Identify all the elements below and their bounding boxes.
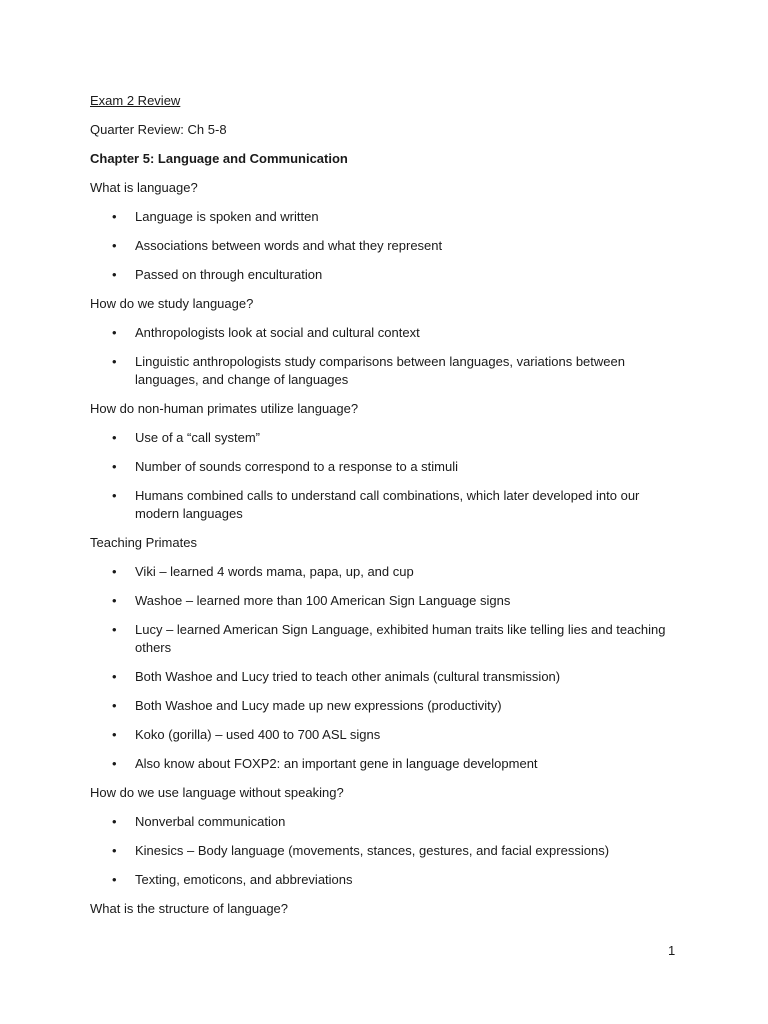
list-item — [90, 237, 687, 255]
section-question: How do we use language without speaking? — [90, 785, 344, 800]
list-item-text: Texting, emoticons, and abbreviations — [135, 872, 353, 887]
section-question: What is language? — [90, 180, 198, 195]
page-number: 1 — [668, 943, 676, 958]
list-item — [90, 755, 687, 773]
section-question: What is the structure of language? — [90, 901, 289, 916]
document-body — [90, 92, 690, 929]
list-item-text: Lucy – learned American Sign Language, exhibited human traits like telling lies and teaching others — [135, 622, 666, 655]
list-item — [90, 563, 687, 581]
list-item-text: Kinesics – Body language (movements, stances, gestures, and facial expressions) — [135, 843, 610, 858]
list-item — [90, 353, 687, 389]
list-item-text: Washoe – learned more than 100 American Sign Language signs — [135, 593, 511, 608]
bullet-icon: • — [112, 564, 117, 579]
bullet-list — [90, 208, 690, 284]
list-item — [90, 458, 687, 476]
list-item-text: Language is spoken and written — [135, 209, 319, 224]
list-item — [90, 429, 687, 447]
bullet-icon: • — [112, 459, 117, 474]
list-item-text: Viki – learned 4 words mama, papa, up, and cup — [135, 564, 414, 579]
list-item-text: Nonverbal communication — [135, 814, 286, 829]
list-item — [90, 871, 687, 889]
bullet-icon: • — [112, 430, 117, 445]
bullet-icon: • — [112, 814, 117, 829]
list-item-text: Number of sounds correspond to a response to a stimuli — [135, 459, 459, 474]
bullet-icon: • — [112, 238, 117, 253]
section-question: How do non-human primates utilize language? — [90, 401, 359, 416]
list-item-text: Use of a “call system” — [135, 430, 260, 445]
list-item-text: Anthropologists look at social and cultural context — [135, 325, 420, 340]
list-item-text: Both Washoe and Lucy tried to teach other animals (cultural transmission) — [135, 669, 561, 684]
bullet-icon: • — [112, 209, 117, 224]
list-item — [90, 208, 687, 226]
list-item-text: Koko (gorilla) – used 400 to 700 ASL signs — [135, 727, 381, 742]
list-item-text: Humans combined calls to understand call combinations, which later developed into our modern languages — [135, 488, 640, 521]
list-item — [90, 324, 687, 342]
document-title: Exam 2 Review — [90, 93, 181, 108]
list-item — [90, 592, 687, 610]
list-item-text: Associations between words and what they represent — [135, 238, 443, 253]
bullet-icon: • — [112, 267, 117, 282]
bullet-icon: • — [112, 622, 117, 637]
list-item — [90, 726, 687, 744]
section-question: Teaching Primates — [90, 535, 197, 550]
bullet-icon: • — [112, 325, 117, 340]
list-item-text: Both Washoe and Lucy made up new expressions (productivity) — [135, 698, 502, 713]
list-item-text: Passed on through enculturation — [135, 267, 323, 282]
list-item — [90, 813, 687, 831]
bullet-list — [90, 429, 690, 523]
chapter-heading: Chapter 5: Language and Communication — [90, 151, 348, 166]
list-item — [90, 621, 687, 657]
bullet-icon: • — [112, 698, 117, 713]
section-question: How do we study language? — [90, 296, 254, 311]
bullet-icon: • — [112, 872, 117, 887]
list-item — [90, 842, 687, 860]
list-item-text: Linguistic anthropologists study comparisons between languages, variations between languages, and change of languages — [135, 354, 625, 387]
bullet-icon: • — [112, 843, 117, 858]
list-item — [90, 697, 687, 715]
bullet-list — [90, 324, 690, 389]
list-item — [90, 266, 687, 284]
bullet-icon: • — [112, 756, 117, 771]
bullet-icon: • — [112, 593, 117, 608]
bullet-icon: • — [112, 354, 117, 369]
bullet-icon: • — [112, 488, 117, 503]
document-subtitle: Quarter Review: Ch 5-8 — [90, 122, 227, 137]
bullet-list — [90, 563, 690, 773]
list-item — [90, 668, 687, 686]
bullet-icon: • — [112, 669, 117, 684]
list-item-text: Also know about FOXP2: an important gene in language development — [135, 756, 538, 771]
bullet-list — [90, 813, 690, 889]
list-item — [90, 487, 687, 523]
bullet-icon: • — [112, 727, 117, 742]
